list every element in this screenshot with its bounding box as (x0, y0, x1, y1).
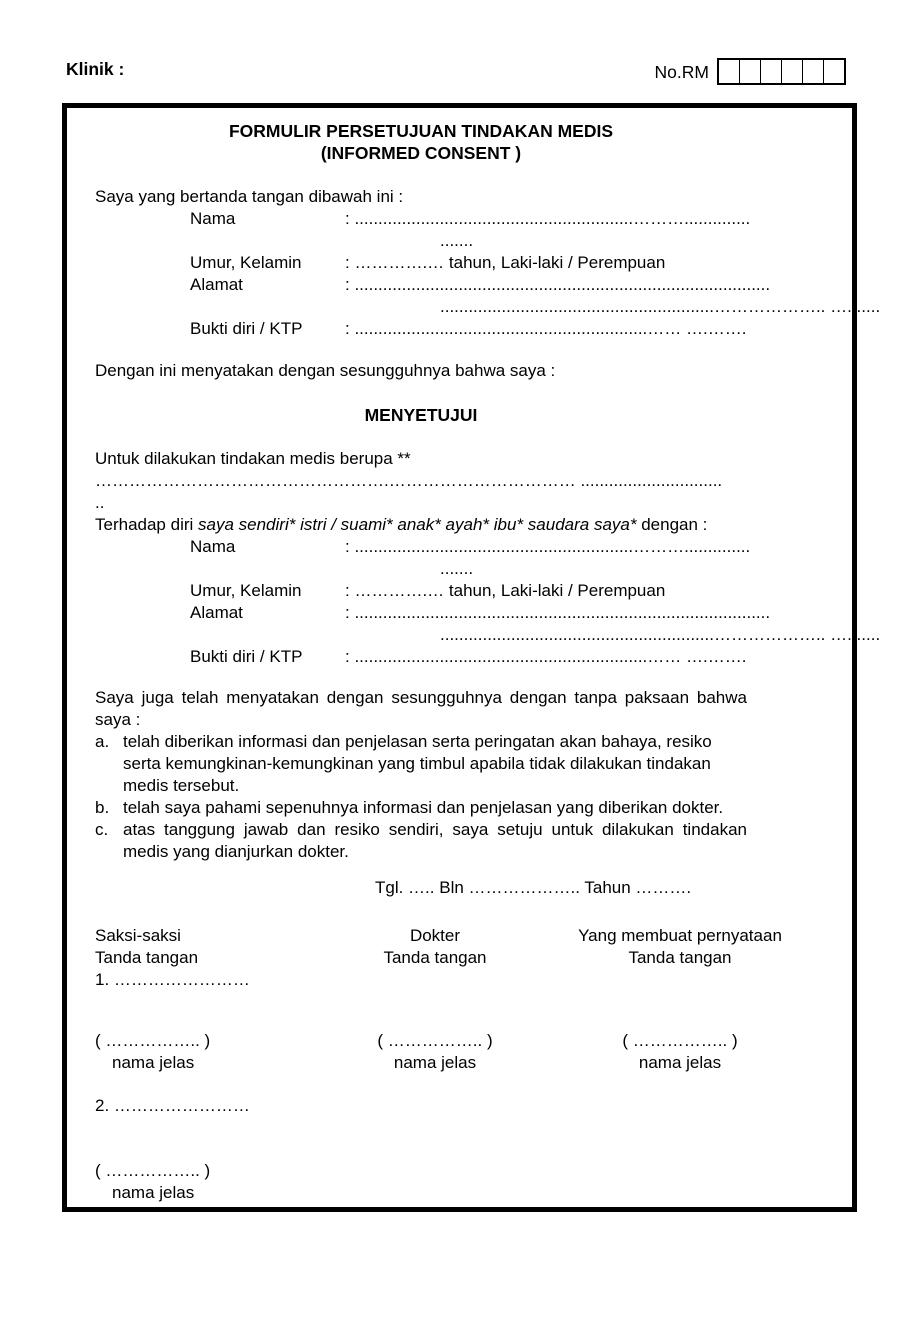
field-row-ktp (190, 318, 747, 340)
alamat-label: Alamat (190, 603, 243, 622)
consent-form-box (62, 103, 881, 1212)
field-row-ktp (190, 646, 747, 668)
field-row-umur (190, 580, 747, 602)
declarant-name-blank[interactable]: ( …………….. ) (622, 1031, 738, 1050)
umur-blank[interactable]: : ………….… tahun, Laki-laki / Perempuan (345, 253, 666, 272)
ktp-blank[interactable]: : ..............................................................…… ….……. (345, 647, 747, 666)
witness-1-row (95, 969, 747, 991)
statement-item-b (95, 797, 747, 819)
ktp-blank[interactable]: : ..............................................................…… ….……. (345, 319, 747, 338)
action-blank-line-2[interactable]: .. (95, 493, 105, 512)
form-title-line1: FORMULIR PERSETUJUAN TINDAKAN MEDIS (228, 121, 614, 141)
field-row-nama (190, 208, 751, 230)
umur-blank[interactable]: : ………….… tahun, Laki-laki / Perempuan (345, 581, 666, 600)
field-row-nama-cont (190, 558, 747, 580)
rm-label: No.RM (654, 61, 709, 82)
alamat-label: Alamat (190, 275, 243, 294)
nama-label: Nama (190, 537, 236, 556)
field-row-nama-cont (190, 230, 747, 252)
rm-boxes (717, 58, 846, 85)
signer-details-block-1 (95, 208, 881, 340)
field-row-umur (190, 252, 747, 274)
item-text: atas tanggung jawab dan resiko sendiri, saya setuju untuk dilakukan tindakan medis yang dianjurkan dokter. (123, 820, 747, 861)
statement-item-a (95, 731, 747, 797)
declarant-title: Yang membuat pernyataan (578, 926, 782, 945)
form-title (95, 120, 747, 164)
rm-number-group (655, 58, 846, 85)
page-header (66, 58, 846, 85)
action-blank-line-1[interactable]: …………………………………………….…………………………… .............................. (95, 471, 723, 490)
statement-item-c (95, 819, 747, 863)
action-label: Untuk dilakukan tindakan medis berupa ** (95, 449, 411, 468)
rm-cell[interactable] (760, 59, 782, 84)
doctor-name-blank[interactable]: ( …………….. ) (377, 1031, 493, 1050)
signature-name-labels-row (95, 1052, 747, 1074)
target-line (95, 514, 747, 536)
ktp-label: Bukti diri / KTP (190, 647, 303, 666)
field-row-alamat-cont (190, 296, 881, 318)
clinic-label: Klinik : (66, 59, 125, 79)
field-row-alamat (190, 602, 771, 624)
rm-cell[interactable] (739, 59, 761, 84)
alamat-blank[interactable]: : ........................................................................................ (345, 275, 771, 294)
item-text: telah diberikan informasi dan penjelasan serta peringatan akan bahaya, resiko serta kemungkinan-kemungkinan yang timbul apabila tidak dilakukan tindakan medis tersebut. (123, 732, 712, 795)
rm-cell[interactable] (718, 59, 740, 84)
nama-blank-cont[interactable]: ....... (440, 559, 474, 578)
intro-text: Saya yang bertanda tangan dibawah ini : (95, 187, 404, 206)
witnesses-title: Saksi-saksi (95, 926, 181, 945)
nama-label: Nama (190, 209, 236, 228)
form-title-line2: (INFORMED CONSENT ) (320, 143, 522, 163)
item-text: telah saya pahami sepenuhnya informasi dan penjelasan yang diberikan dokter. (123, 798, 724, 817)
umur-label: Umur, Kelamin (190, 253, 302, 272)
nama-blank[interactable]: : ...........................................................……….............. (345, 209, 751, 228)
field-row-alamat (190, 274, 771, 296)
name-label: nama jelas (112, 1183, 195, 1202)
signer-details-block-2 (95, 536, 881, 668)
signature-labels-row (95, 947, 747, 969)
sign-label: Tanda tangan (383, 948, 487, 967)
alamat-blank[interactable]: : ........................................................................................ (345, 603, 771, 622)
date-blank-line[interactable]: Tgl. ….. Bln ……………….. Tahun ………. (375, 878, 692, 897)
alamat-blank-cont[interactable]: ..........................................................……………….. …....... (440, 297, 881, 316)
target-suffix: dengan : (636, 515, 708, 534)
agree-heading: MENYETUJUI (364, 405, 478, 425)
ktp-label: Bukti diri / KTP (190, 319, 303, 338)
signature-paren-row (95, 1030, 747, 1052)
sign-label: Tanda tangan (628, 948, 732, 967)
field-row-alamat-cont (190, 624, 881, 646)
item-marker: a. (95, 732, 110, 751)
nama-blank-cont[interactable]: ....... (440, 231, 474, 250)
umur-label: Umur, Kelamin (190, 581, 302, 600)
alamat-blank-cont[interactable]: ..........................................................……………….. …....... (440, 625, 881, 644)
target-prefix: Terhadap diri (95, 515, 199, 534)
witness-1-blank[interactable]: 1. …………………… (95, 970, 250, 989)
declaration-text: Dengan ini menyatakan dengan sesungguhnya bahwa saya : (95, 361, 556, 380)
field-row-nama (190, 536, 751, 558)
item-marker: c. (95, 820, 109, 839)
name-label: nama jelas (112, 1053, 195, 1072)
name-label: nama jelas (638, 1053, 722, 1072)
name-label: nama jelas (393, 1053, 477, 1072)
nama-blank[interactable]: : ...........................................................……….............. (345, 537, 751, 556)
witness-name-blank[interactable]: ( …………….. ) (95, 1031, 211, 1050)
rm-cell[interactable] (823, 59, 845, 84)
doctor-title: Dokter (409, 926, 461, 945)
sign-label: Tanda tangan (95, 948, 199, 967)
rm-cell[interactable] (802, 59, 824, 84)
rm-cell[interactable] (781, 59, 803, 84)
item-marker: b. (95, 798, 110, 817)
witness-2-name-blank[interactable]: ( …………….. ) (95, 1161, 211, 1180)
statement-text: Saya juga telah menyatakan dengan sesungguhnya dengan tanpa paksaan bahwa saya : (95, 688, 747, 729)
target-relation-options: saya sendiri* istri / suami* anak* ayah* ibu* saudara saya* (198, 515, 637, 534)
witness-2-blank[interactable]: 2. …………………… (95, 1096, 250, 1115)
signature-titles-row (95, 925, 782, 947)
